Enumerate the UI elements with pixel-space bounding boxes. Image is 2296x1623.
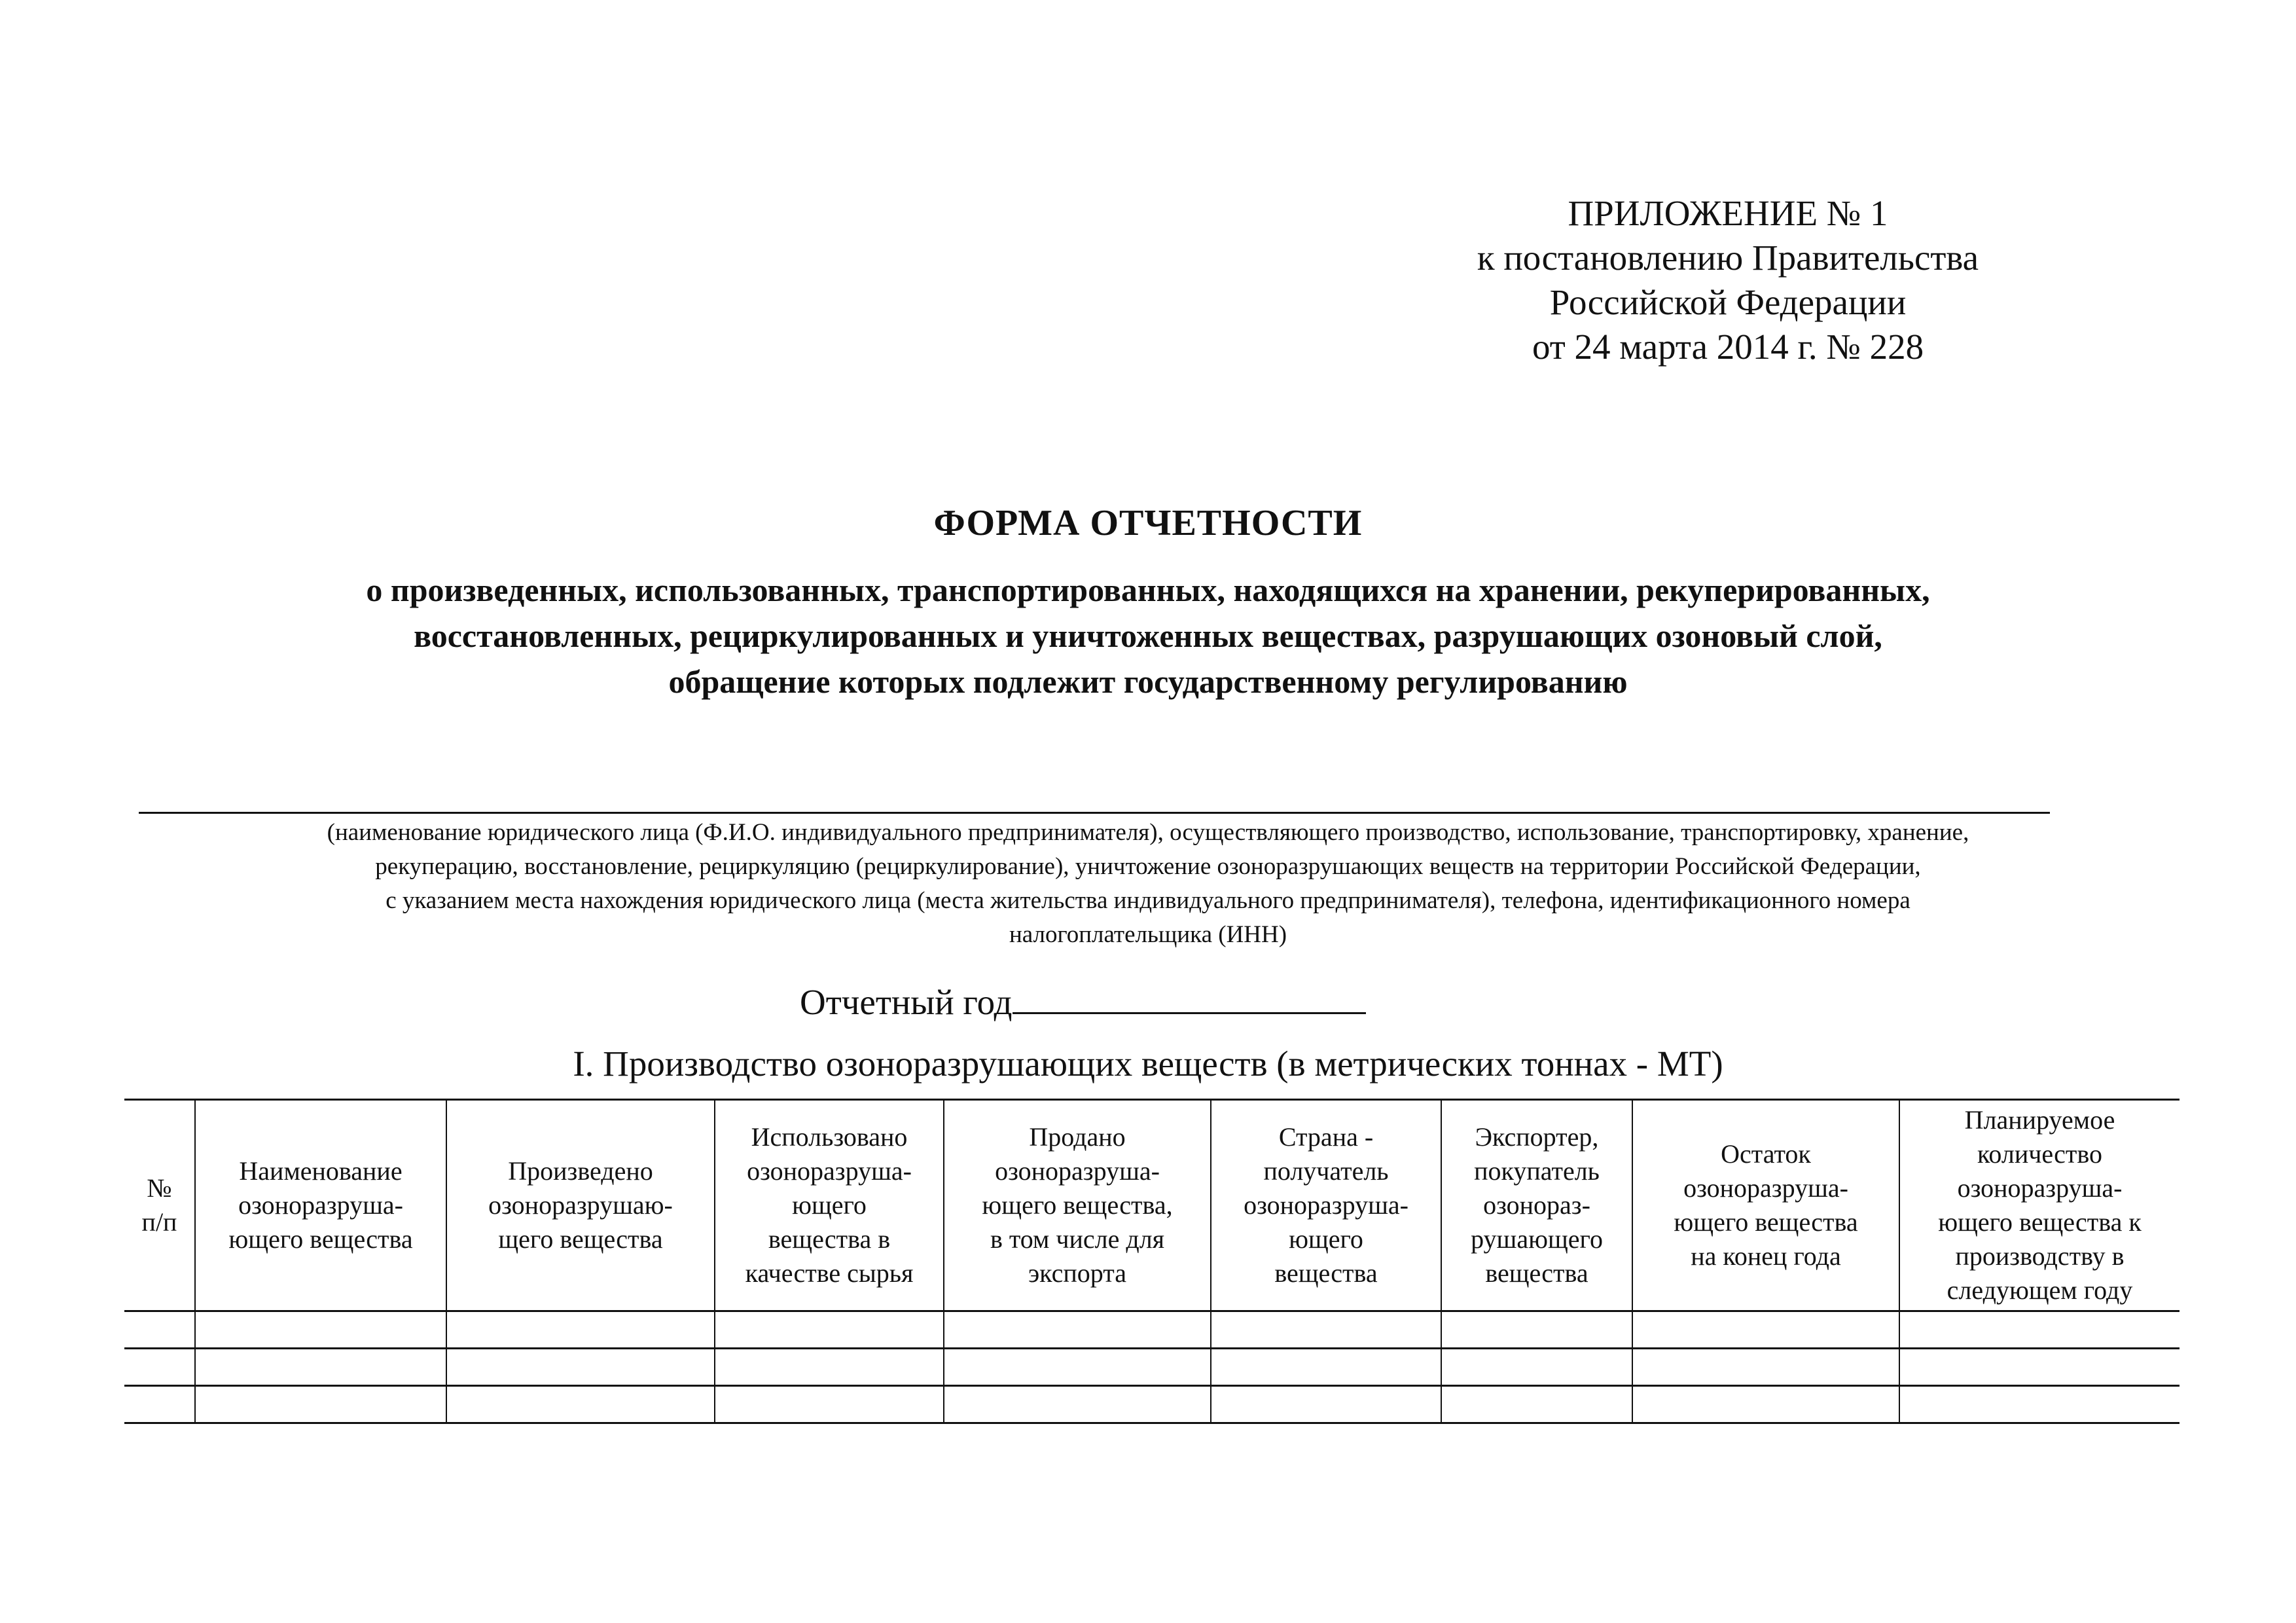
table-cell[interactable] (446, 1311, 715, 1349)
table-cell[interactable] (1899, 1349, 2179, 1386)
col-header-substance-name: Наименование озоноразруша- ющего вещества (195, 1100, 446, 1311)
form-subtitle-line: восстановленных, рециркулированных и уничтоженных веществах, разрушающих озоновый слой, (414, 617, 1882, 654)
table-cell[interactable] (1441, 1349, 1632, 1386)
reporting-year-label: Отчетный год (800, 982, 1013, 1022)
form-title: ФОРМА ОТЧЕТНОСТИ (933, 503, 1363, 543)
production-table (124, 1099, 2179, 1424)
form-subtitle-line: о произведенных, использованных, транспортированных, находящихся на хранении, рекуперированных, (366, 572, 1930, 608)
col-header-planned-production: Планируемое количество озоноразруша- ющего вещества к производству в следующем году (1899, 1100, 2179, 1311)
appendix-date-line: от 24 марта 2014 г. № 228 (1532, 327, 1924, 367)
table-cell[interactable] (715, 1349, 944, 1386)
appendix-federation-line: Российской Федерации (1549, 282, 1907, 322)
reporting-year-field[interactable] (1013, 978, 1366, 1014)
entity-caption-line: (наименование юридического лица (Ф.И.О. индивидуального предпринимателя), осуществляющего производство, использование, транспортировку, хранение, (327, 819, 1969, 846)
entity-caption-line: рекуперацию, восстановление, рециркуляцию (рециркулирование), уничтожение озоноразрушающих веществ на территории Российской Федерации, (375, 853, 1921, 880)
table-cell[interactable] (1899, 1386, 2179, 1423)
table-cell[interactable] (715, 1386, 944, 1423)
table-cell[interactable] (1632, 1386, 1899, 1423)
col-header-number: № п/п (124, 1100, 195, 1311)
section-title: I. Производство озоноразрушающих веществ (в метрических тоннах - МТ) (573, 1044, 1723, 1084)
appendix-number: ПРИЛОЖЕНИЕ № 1 (1568, 193, 1888, 233)
table-cell[interactable] (195, 1386, 446, 1423)
table-cell[interactable] (715, 1311, 944, 1349)
table-cell[interactable] (1441, 1311, 1632, 1349)
table-cell[interactable] (1632, 1349, 1899, 1386)
table-row (124, 1311, 2179, 1349)
reporting-year-row (800, 978, 1366, 1024)
col-header-sold: Продано озоноразруша- ющего вещества, в том числе для экспорта (944, 1100, 1211, 1311)
appendix-decree-line: к постановлению Правительства (1477, 238, 1979, 278)
table-header-row (124, 1100, 2179, 1311)
table-cell[interactable] (1211, 1386, 1441, 1423)
entity-caption (131, 816, 2165, 952)
col-header-used-as-feedstock: Использовано озоноразруша- ющего вещества в качестве сырья (715, 1100, 944, 1311)
table-cell[interactable] (124, 1349, 195, 1386)
col-header-exporter-buyer: Экспортер, покупатель озонораз- рушающего вещества (1441, 1100, 1632, 1311)
table-row (124, 1386, 2179, 1423)
table-cell[interactable] (1899, 1311, 2179, 1349)
table-cell[interactable] (446, 1349, 715, 1386)
appendix-header (1401, 191, 2055, 369)
form-subtitle (131, 567, 2165, 704)
form-subtitle-line: обращение которых подлежит государственному регулированию (668, 663, 1628, 700)
table-row (124, 1349, 2179, 1386)
entity-caption-line: налогоплательщика (ИНН) (1009, 921, 1287, 948)
table-cell[interactable] (1211, 1349, 1441, 1386)
table-cell[interactable] (195, 1311, 446, 1349)
table-cell[interactable] (1441, 1386, 1632, 1423)
col-header-recipient-country: Страна - получатель озоноразруша- ющего вещества (1211, 1100, 1441, 1311)
table-cell[interactable] (1211, 1311, 1441, 1349)
table-cell[interactable] (195, 1349, 446, 1386)
entity-name-line[interactable] (139, 812, 2050, 814)
table-cell[interactable] (944, 1349, 1211, 1386)
table-cell[interactable] (124, 1311, 195, 1349)
table-cell[interactable] (1632, 1311, 1899, 1349)
table-cell[interactable] (124, 1386, 195, 1423)
col-header-produced: Произведено озоноразрушаю- щего вещества (446, 1100, 715, 1311)
table-cell[interactable] (446, 1386, 715, 1423)
col-header-year-end-balance: Остаток озоноразруша- ющего вещества на конец года (1632, 1100, 1899, 1311)
table-cell[interactable] (944, 1311, 1211, 1349)
table-cell[interactable] (944, 1386, 1211, 1423)
entity-caption-line: с указанием места нахождения юридического лица (места жительства индивидуального предпринимателя), телефона, идентификационного номера (386, 887, 1910, 914)
